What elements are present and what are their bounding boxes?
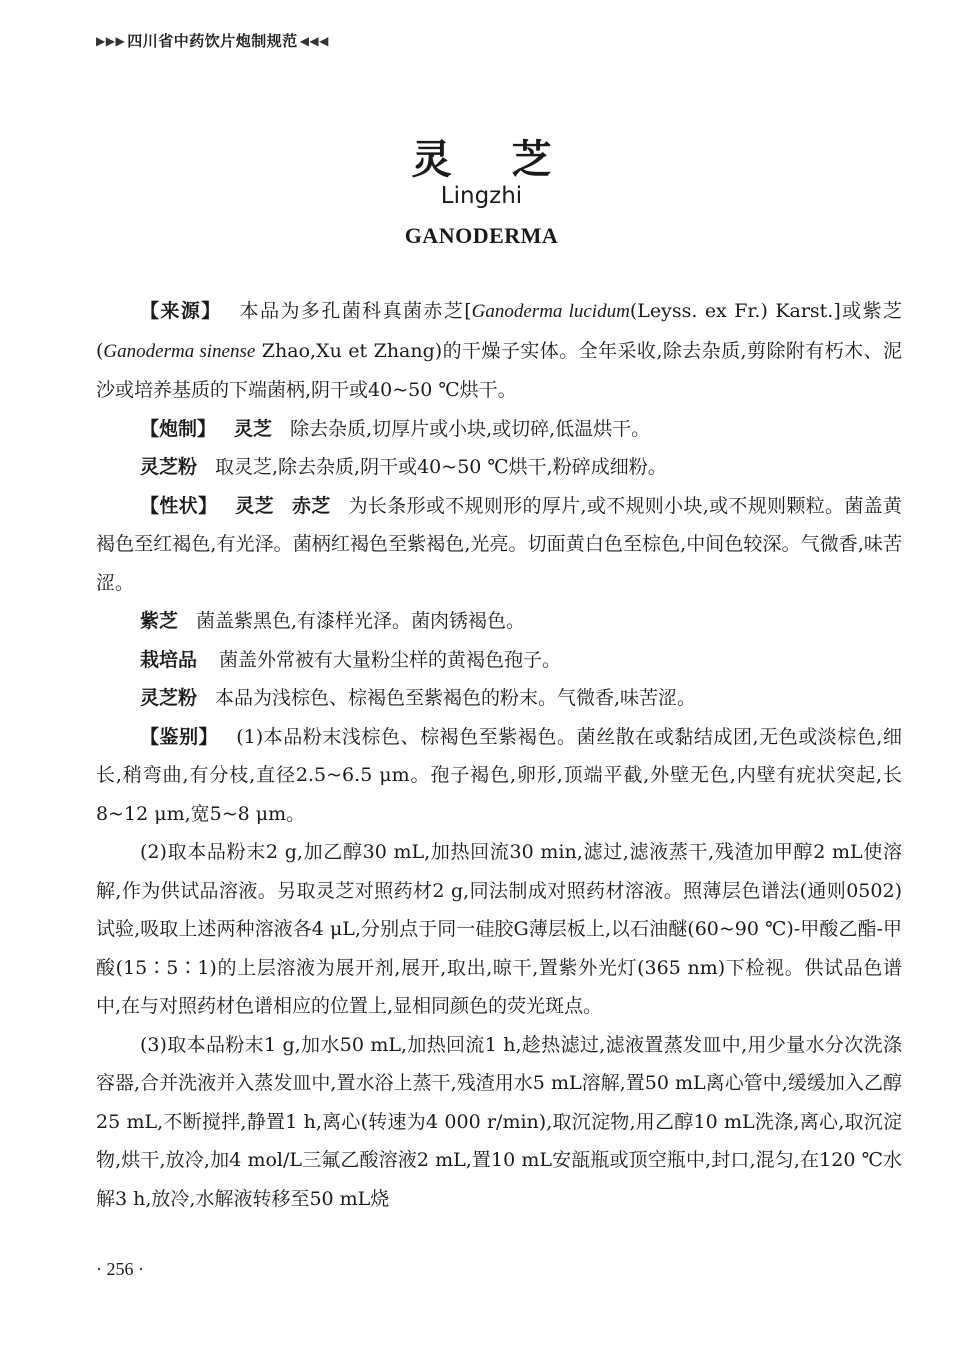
arrow-left-icons: ◀◀◀ [299, 33, 329, 48]
running-head-text: 四川省中药饮片炮制规范 [127, 32, 298, 50]
processing-heading: 【炮制】 [140, 417, 217, 440]
character-cultivated [96, 641, 902, 680]
title-latin: GANODERMA [404, 223, 559, 248]
source-text-1: 本品为多孔菌科真菌赤芝[ [239, 300, 472, 322]
processing-item2-text: 取灵芝,除去杂质,阴干或40~50 ℃烘干,粉碎成细粉。 [215, 456, 667, 478]
powder-text: 本品为浅棕色、棕褐色至紫褐色的粉末。气微香,味苦涩。 [215, 687, 697, 709]
page-number: · 256 · [96, 1259, 144, 1279]
character-text1: 为长条形或不规则形的厚片,或不规则小块,或不规则颗粒。菌盖黄褐色至红褐色,有光泽。菌柄红褐色至紫褐色,光亮。切面黄白色至棕色,中间色较深。气微香,味苦涩。 [96, 494, 902, 594]
zizhi-name: 紫芝 [140, 610, 179, 632]
character-section [96, 487, 902, 603]
cultivated-text: 菌盖外常被有大量粉尘样的黄褐色孢子。 [219, 648, 562, 671]
zizhi-text: 菌盖紫黑色,有漆样光泽。菌肉锈褐色。 [196, 610, 526, 632]
species-name-2: Ganoderma sinense [103, 340, 256, 362]
character-name2: 赤芝 [291, 494, 331, 517]
cultivated-name: 栽培品 [140, 648, 198, 671]
identification-p2: (2)取本品粉末2 g,加乙醇30 mL,加热回流30 min,滤过,滤液蒸干,残渣加甲醇2 mL使溶解,作为供试品溶液。另取灵芝对照药材2 g,同法制成对照药材溶液。照薄层色谱法(通则0502)试验,吸取上述两种溶液各4 μL,分别点于同一硅胶G薄层板上,以石油醚(60~90 ℃)-甲酸乙酯-甲酸(15∶5∶1)的上层溶液为展开剂,展开,取出,晾干,置紫外光灯(365 nm)下检视。供试品色谱中,在与对照药材色谱相应的位置上,显相同颜色的荧光斑点。 [96, 841, 902, 1017]
source-text-3: Zhao,Xu et Zhang)的干燥子实体。全年采收,除去杂质,剪除附有朽木、泥沙或培养基质的下端菌柄,阴干或40~50 ℃烘干。 [96, 339, 903, 401]
powder-name: 灵芝粉 [140, 687, 198, 709]
source-section [96, 292, 902, 410]
character-heading: 【性状】 [140, 494, 218, 517]
processing-item1-name: 灵芝 [234, 417, 273, 440]
source-text-2: (Leyss. ex Fr.) Karst.]或紫芝( [96, 300, 903, 362]
character-name1: 灵芝 [235, 494, 274, 517]
processing-item2-name: 灵芝粉 [140, 456, 198, 478]
processing-item1-text: 除去杂质,切厚片或小块,或切碎,低温烘干。 [290, 417, 651, 440]
identification-heading: 【鉴别】 [140, 725, 219, 748]
character-powder [96, 679, 902, 718]
title-chinese: 灵芝 [411, 136, 612, 183]
monograph-body [96, 292, 902, 1218]
processing-powder [96, 448, 902, 487]
title-pinyin: Lingzhi [440, 183, 523, 209]
source-heading: 【来源】 [140, 300, 222, 322]
identification-section [96, 718, 902, 834]
identification-p3: (3)取本品粉末1 g,加水50 mL,加热回流1 h,趁热滤过,滤液置蒸发皿中,用少量水分次洗涤容器,合并洗液并入蒸发皿中,置水浴上蒸干,残渣用水5 mL溶解,置50 mL离心管中,缓缓加入乙醇25 mL,不断搅拌,静置1 h,离心(转速为4 000 r/min),取沉淀物,用乙醇10 mL洗涤,离心,取沉淀物,烘干,放冷,加4 mol/L三氟乙酸溶液2 mL,置10 mL安瓿瓶或顶空瓶中,封口,混匀,在120 ℃水解3 h,放冷,水解液转移至50 mL烧 [96, 1033, 902, 1210]
species-name-1: Ganoderma lucidum [471, 301, 630, 322]
processing-section [96, 410, 902, 449]
running-head [96, 30, 329, 51]
arrow-right-icons: ▶▶▶ [96, 33, 126, 48]
character-zizhi [96, 602, 902, 641]
identification-p1: (1)本品粉末浅棕色、棕褐色至紫褐色。菌丝散在或黏结成团,无色或淡棕色,细长,稍弯曲,有分枝,直径2.5~6.5 μm。孢子褐色,卵形,顶端平截,外壁无色,内壁有疣状突起,长8~12 μm,宽5~8 μm。 [96, 725, 902, 825]
